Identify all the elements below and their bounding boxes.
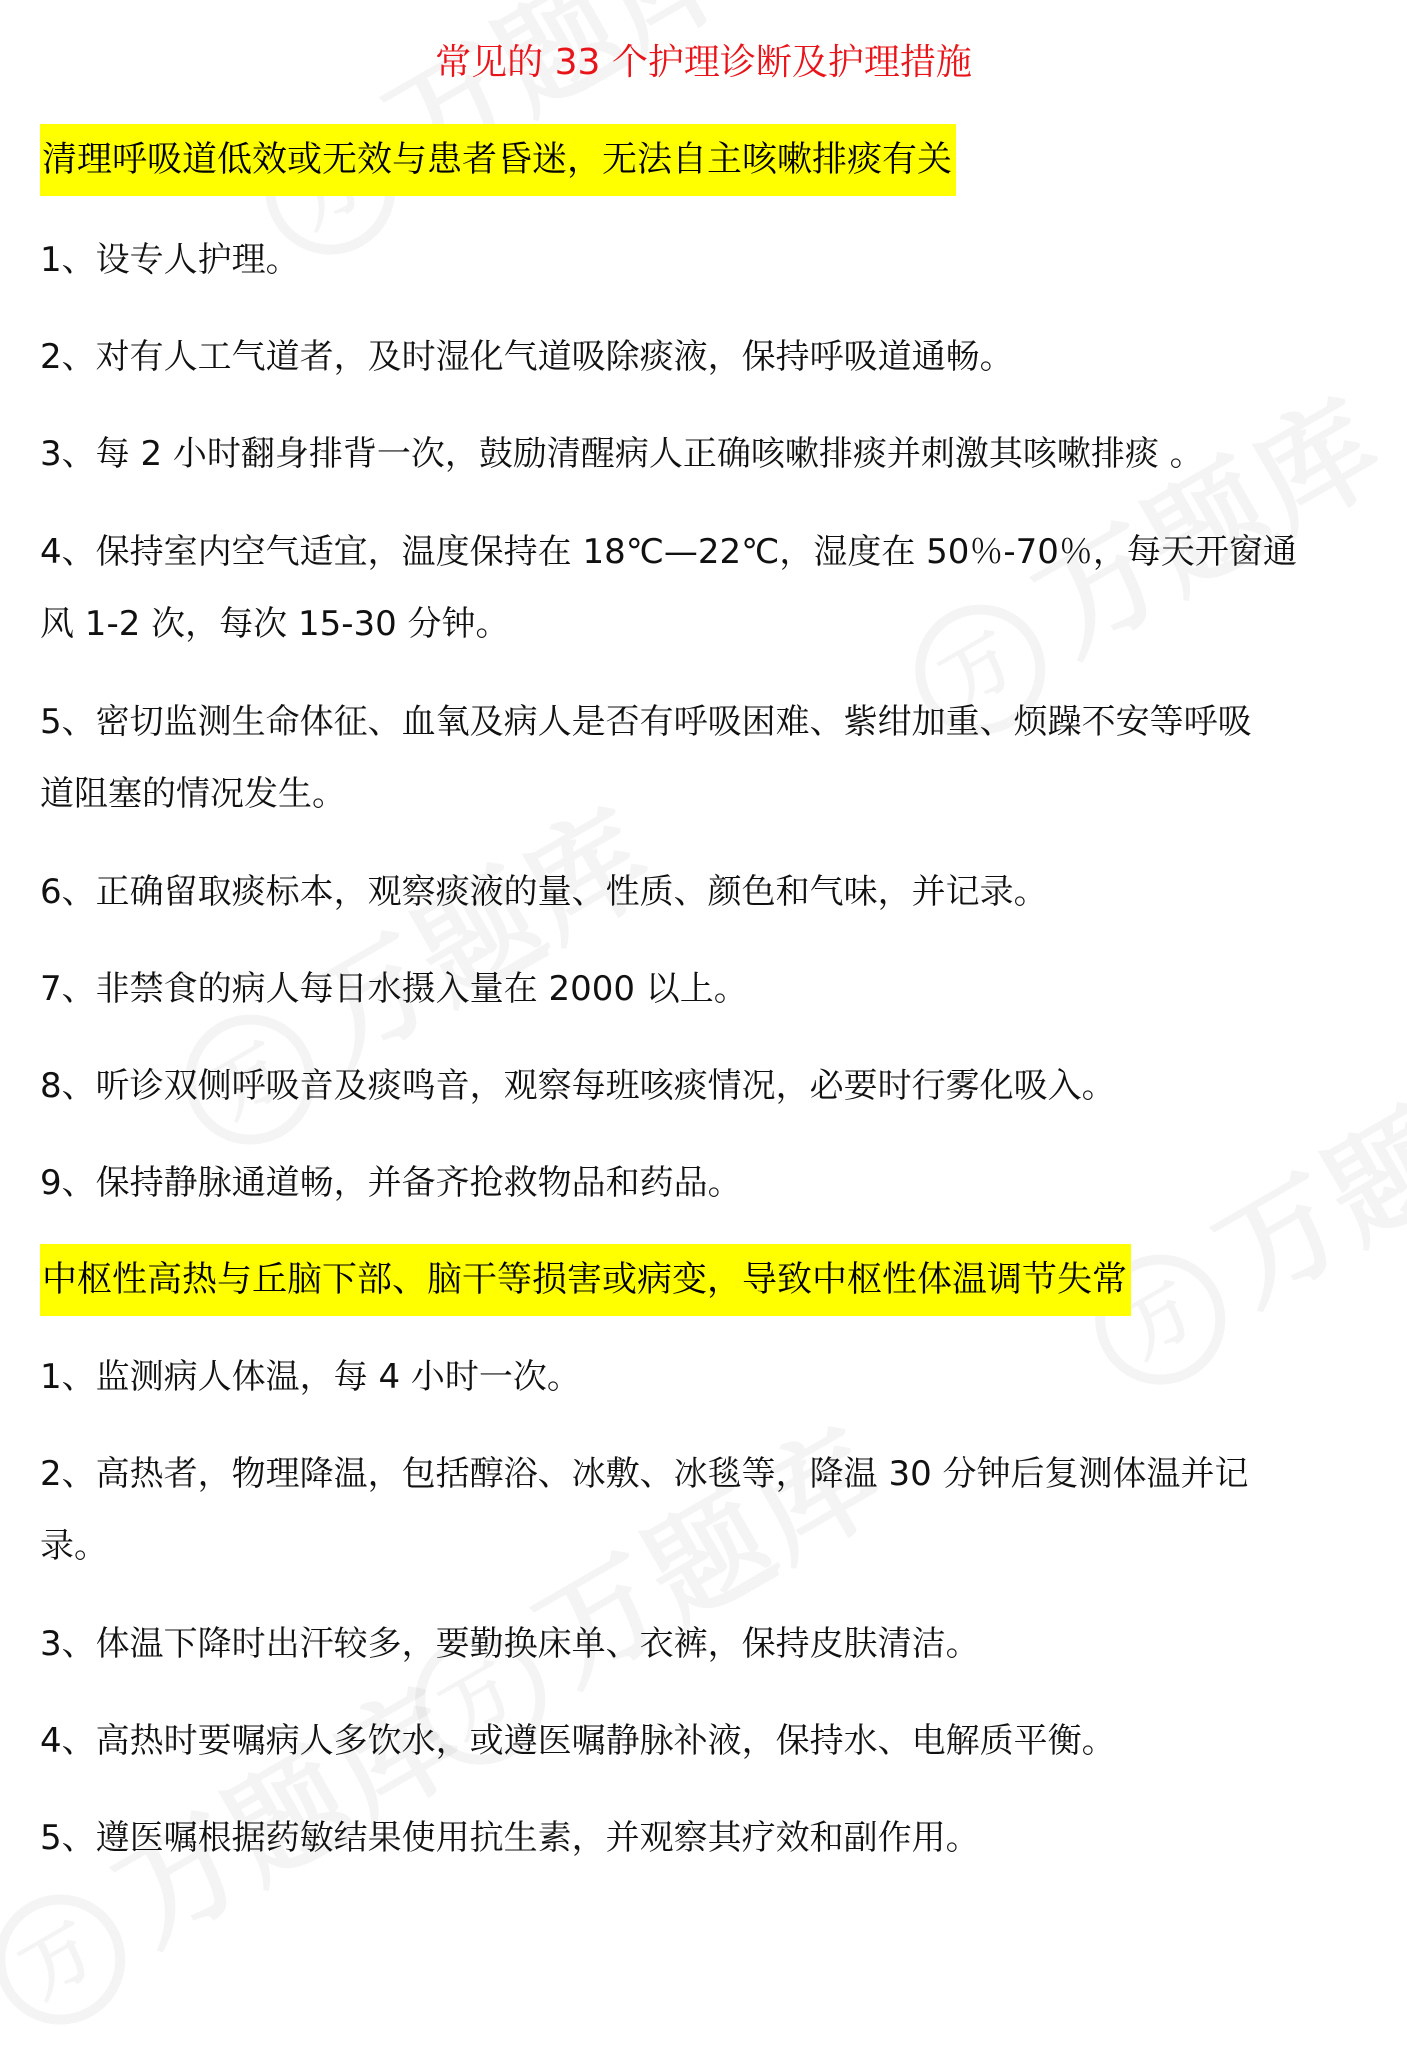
list-item: 8、听诊双侧呼吸音及痰鸣音，观察每班咳痰情况，必要时行雾化吸入。 [40, 1066, 1116, 1106]
watermark-logo-icon [0, 1871, 149, 2049]
section-heading-fever: 中枢性高热与丘脑下部、脑干等损害或病变，导致中枢性体温调节失常 [40, 1244, 1131, 1316]
page-title: 常见的 33 个护理诊断及护理措施 [435, 42, 972, 83]
list-item: 4、保持室内空气适宜，温度保持在 18℃—22℃，湿度在 50％-70％，每天开窗通 [40, 532, 1297, 572]
list-item: 5、遵医嘱根据药敏结果使用抗生素，并观察其疗效和副作用。 [40, 1818, 980, 1858]
list-item-continuation: 风 1-2 次，每次 15-30 分钟。 [40, 604, 510, 644]
list-item-continuation: 道阻塞的情况发生。 [40, 774, 346, 814]
list-item: 7、非禁食的病人每日水摄入量在 2000 以上。 [40, 969, 748, 1009]
list-item: 2、高热者，物理降温，包括醇浴、冰敷、冰毯等，降温 30 分钟后复测体温并记 [40, 1454, 1249, 1494]
list-item: 2、对有人工气道者，及时湿化气道吸除痰液，保持呼吸道通畅。 [40, 337, 1014, 377]
list-item: 3、每 2 小时翻身排背一次，鼓励清醒病人正确咳嗽排痰并刺激其咳嗽排痰 。 [40, 434, 1204, 474]
list-item: 5、密切监测生命体征、血氧及病人是否有呼吸困难、紫绀加重、烦躁不安等呼吸 [40, 702, 1252, 742]
list-item: 1、监测病人体温，每 4 小时一次。 [40, 1357, 581, 1397]
section-heading-airway: 清理呼吸道低效或无效与患者昏迷，无法自主咳嗽排痰有关 [40, 124, 956, 196]
list-item: 4、高热时要嘱病人多饮水，或遵医嘱静脉补液，保持水、电解质平衡。 [40, 1721, 1116, 1761]
list-item: 1、设专人护理。 [40, 240, 300, 280]
list-item: 6、正确留取痰标本，观察痰液的量、性质、颜色和气味，并记录。 [40, 872, 1048, 912]
list-item-continuation: 录。 [40, 1526, 108, 1566]
list-item: 3、体温下降时出汗较多，要勤换床单、衣裤，保持皮肤清洁。 [40, 1624, 980, 1664]
list-item: 9、保持静脉通道畅，并备齐抢救物品和药品。 [40, 1163, 742, 1203]
